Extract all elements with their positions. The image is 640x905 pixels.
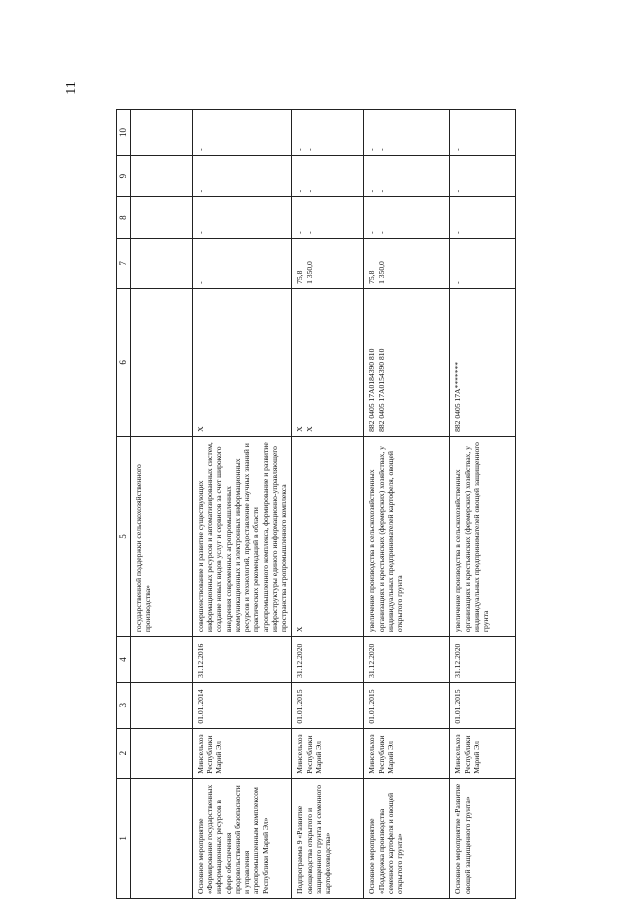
col-header-7: 7 [117,238,131,288]
table-row [364,110,450,899]
col-header-3: 3 [117,682,131,728]
cell-v9: - [450,155,516,197]
col-header-4: 4 [117,637,131,683]
cell-start: 01.01.2015 [292,682,364,728]
cell-name: Основное мероприятие «Поддержка производства семенного картофеля и овощей открытого грунта» [364,778,450,898]
col-header-10: 10 [117,110,131,156]
cell-v9: - - [364,155,450,197]
cell-kbk: 882 0405 17А******* [450,288,516,436]
col-header-1: 1 [117,778,131,898]
cell-start: 01.01.2014 [192,682,292,728]
cell-v7: 75,8 1 350,0 [292,238,364,288]
header-row [117,110,131,899]
cell-kbk: Х Х [292,288,364,436]
cell-v10: - [450,110,516,156]
cell-start [130,682,192,728]
cell-v10: - - [364,110,450,156]
cell-end [130,637,192,683]
cell-v10: - - [292,110,364,156]
cell-v7: 75,8 1 350,0 [364,238,450,288]
col-header-2: 2 [117,728,131,778]
cell-end: 31.12.2016 [192,637,292,683]
cell-end: 31.12.2020 [364,637,450,683]
cell-executor: Минсельхоз Республики Марий Эл [292,728,364,778]
cell-v10 [130,110,192,156]
cell-name: Основное мероприятие «Развитие овощей защищенного грунта» [450,778,516,898]
cell-kbk: 882 0405 17А0184390 810 882 0405 17А0154390 810 [364,288,450,436]
cell-executor: Минсельхоз Республики Марий Эл [364,728,450,778]
page-number: 11 [64,81,79,95]
cell-v8: - - [364,197,450,239]
cell-executor: Минсельхоз Республики Марий Эл [192,728,292,778]
cell-v8: - - [292,197,364,239]
cell-name [130,778,192,898]
cell-name: Подпрограмма 9 «Развитие овощеводства открытого и защищенного грунта и семенного картофелеводства» [292,778,364,898]
col-header-6: 6 [117,288,131,436]
cell-result: государственной поддержки сельскохозяйственного производства» [130,436,192,636]
col-header-9: 9 [117,155,131,197]
cell-v10: - [192,110,292,156]
cell-end: 31.12.2020 [450,637,516,683]
table-row [130,110,192,899]
cell-end: 31.12.2020 [292,637,364,683]
cell-result: увеличение производства в сельскохозяйственных организациях и крестьянских (фермерских) хозяйствах, у индивидуальных предпринимателей овощей защищенного грунта [450,436,516,636]
cell-v9: - [192,155,292,197]
col-header-5: 5 [117,436,131,636]
cell-v9: - - [292,155,364,197]
cell-start: 01.01.2015 [364,682,450,728]
cell-result: увеличение производства в сельскохозяйственных организациях и крестьянских (фермерских) хозяйствах, у индивидуальных предпринимателей картофеля, овощей открытого грунта [364,436,450,636]
cell-name: Основное мероприятие «Формирование государственных информационных ресурсов в сфере обеспечения продовольственной безопасности и управления агропромышленным комплексом Республики Марий Эл» [192,778,292,898]
cell-v7: - [192,238,292,288]
cell-executor [130,728,192,778]
cell-result: Х [292,436,364,636]
program-table [116,109,516,899]
cell-start: 01.01.2015 [450,682,516,728]
rotated-page [116,0,526,905]
cell-v9 [130,155,192,197]
cell-kbk: Х [192,288,292,436]
cell-kbk [130,288,192,436]
cell-v8: - [192,197,292,239]
cell-v7 [130,238,192,288]
cell-v8 [130,197,192,239]
cell-result: совершенствование и развитие существующих информационных ресурсов и автоматизированных систем, создание новых видов услуг и сервисов за счет широкого внедрения современных агропромышленных коммуникационных и электронных информационных ресурсов и технологий, предоставление научных знаний и практических рекомендаций в области агропромышленного комплекса, формирование и развитие инфраструктуры единого информационно-управляющего пространства агропромышленного комплекса [192,436,292,636]
cell-executor: Минсельхоз Республики Марий Эл [450,728,516,778]
cell-v7: - [450,238,516,288]
table-row [192,110,292,899]
col-header-8: 8 [117,197,131,239]
table-row [450,110,516,899]
cell-v8: - [450,197,516,239]
table-row [292,110,364,899]
